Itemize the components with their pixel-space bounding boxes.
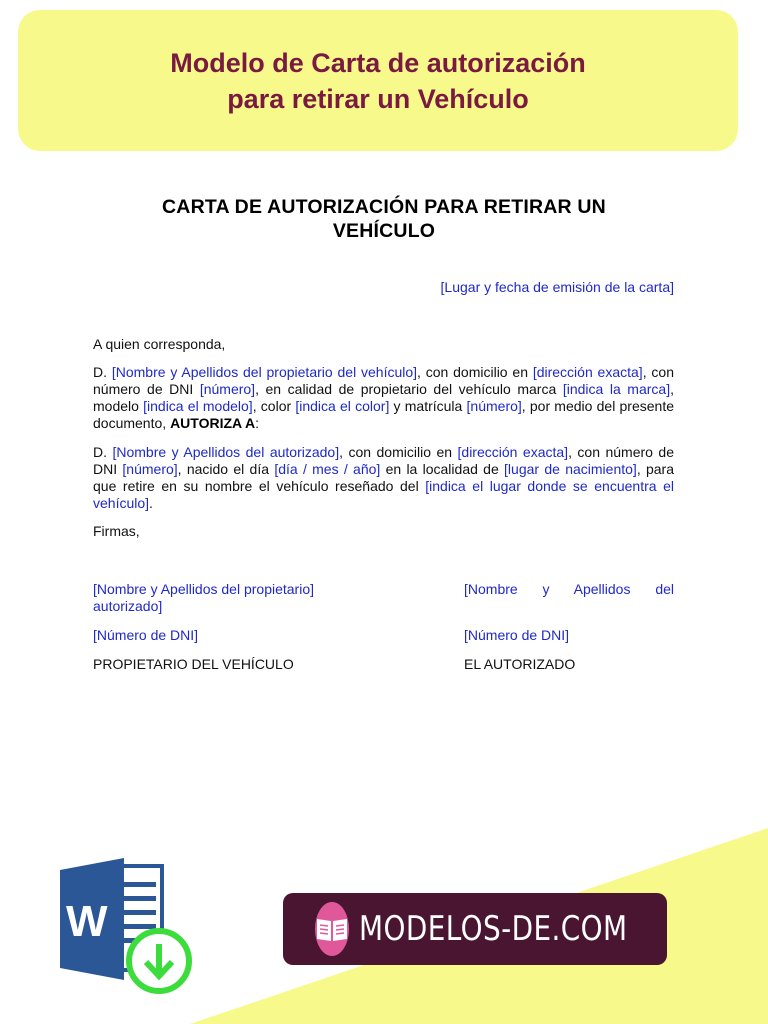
field-authorized-name: [Nombre y Apellidos del autorizado] [112, 444, 340, 460]
signature-owner-role: PROPIETARIO DEL VEHÍCULO [93, 656, 294, 672]
field-plate: [número] [466, 398, 522, 414]
autoriza-a: AUTORIZA A [170, 415, 256, 431]
field-color: [indica el color] [295, 398, 390, 414]
greeting: A quien corresponda, [93, 336, 226, 352]
header-banner [18, 10, 738, 151]
field-authorized-address: [dirección exacta] [457, 444, 569, 460]
word-document-download-icon[interactable] [56, 856, 196, 998]
brand-text: MODELOS-DE.COM [359, 909, 628, 949]
document-title-line1: CARTA DE AUTORIZACIÓN PARA RETIRAR UN [162, 196, 606, 218]
date-placeholder: [Lugar y fecha de emisión de la carta] [440, 279, 674, 295]
header-title-line1: Modelo de Carta de autorización [170, 47, 586, 78]
firmas-label: Firmas, [93, 523, 140, 539]
header-title-line2: para retirar un Vehículo [227, 83, 529, 114]
signature-authorized-name: [Nombre y Apellidos del [464, 581, 674, 597]
svg-text:W: W [66, 897, 108, 946]
field-brand: [indica la marca] [562, 381, 671, 397]
signature-authorized-role: EL AUTORIZADO [464, 656, 576, 672]
brand-banner[interactable] [283, 893, 667, 965]
signature-owner-dni: [Número de DNI] [93, 627, 199, 643]
field-vehicle-location: [indica el lugar donde se encuentra el vehículo] [93, 478, 674, 511]
paragraph-authorized: D. [Nombre y Apellidos del autorizado], con domicilio en [dirección exacta], con número de DNI [número], nacido el día [día / mes / año] en la localidad de [lugar de nacimiento], para que retire en su nombre el vehículo reseñado del [indica el lugar donde se encuentra el vehículo]. [93, 444, 675, 511]
document-title [90, 195, 678, 243]
signature-owner-name: [Nombre y Apellidos del propietario] autorizado] [93, 581, 315, 614]
field-birth-date: [día / mes / año] [274, 461, 381, 477]
document-title-line2: VEHÍCULO [332, 220, 436, 242]
paragraph-owner: D. [Nombre y Apellidos del propietario del vehículo], con domicilio en [dirección exacta], con número de DNI [número], en calidad de propietario del vehículo marca [indica la marca], modelo [indica el modelo], color [indica el color] y matrícula [número], por medio del presente documento, AUTORIZA A: [93, 364, 675, 431]
field-authorized-dni: [número] [122, 461, 178, 477]
field-owner-name: [Nombre y Apellidos del propietario del vehículo] [111, 364, 418, 380]
field-owner-address: [dirección exacta] [532, 364, 643, 380]
field-owner-dni: [número] [199, 381, 256, 397]
open-book-icon [315, 902, 349, 956]
field-model: [indica el modelo] [143, 398, 253, 414]
signature-authorized-dni: [Número de DNI] [464, 627, 570, 643]
field-birth-place: [lugar de nacimiento] [504, 461, 637, 477]
